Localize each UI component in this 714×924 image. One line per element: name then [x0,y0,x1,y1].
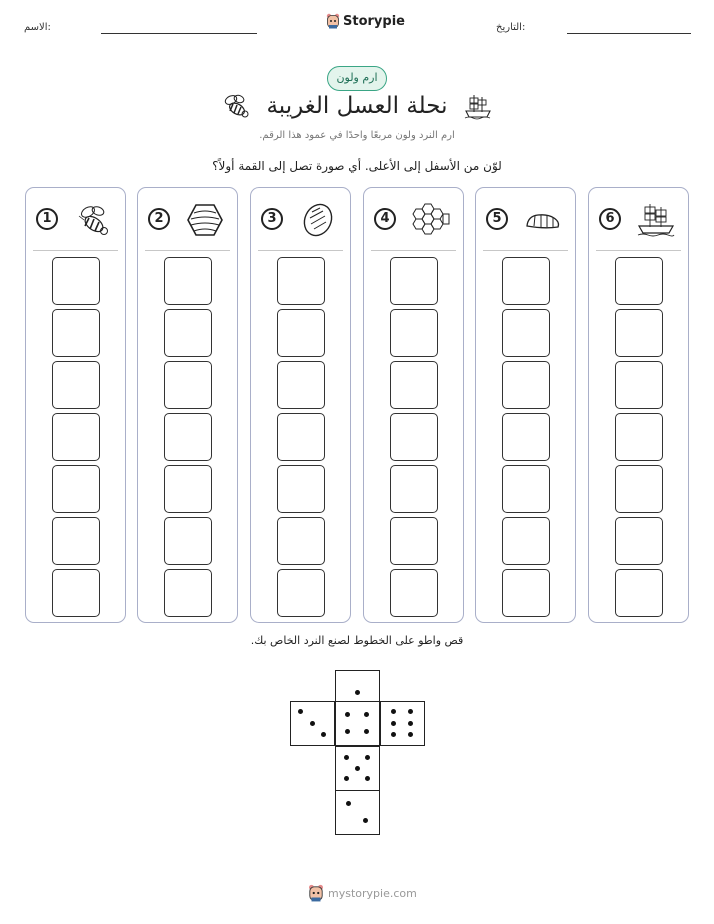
dice-pip [364,729,369,734]
color-box[interactable] [52,413,100,461]
column-divider [596,250,681,251]
color-box[interactable] [164,361,212,409]
ship-icon [464,92,492,120]
dice-pip [408,721,413,726]
dice-pip [363,818,368,823]
dice-pip [391,709,396,714]
color-box[interactable] [615,361,663,409]
dice-pip [345,729,350,734]
name-line[interactable] [101,33,257,34]
column-divider [371,250,456,251]
ship-icon [637,202,675,238]
color-box[interactable] [164,465,212,513]
brand-logo [326,13,405,29]
column-number: 3 [261,208,283,230]
color-box[interactable] [277,309,325,357]
color-box[interactable] [502,413,550,461]
worksheet-title: نحلة العسل الغريبة [266,93,448,119]
dice-pip [344,776,349,781]
color-box[interactable] [277,465,325,513]
dice-pip [346,801,351,806]
color-box[interactable] [390,413,438,461]
color-box[interactable] [615,569,663,617]
column-6 [588,187,689,623]
color-box[interactable] [502,361,550,409]
activity-badge: ارم ولون [327,66,387,91]
dice-pip [355,690,360,695]
date-line[interactable] [567,33,691,34]
color-box[interactable] [164,309,212,357]
color-box[interactable] [502,257,550,305]
color-box[interactable] [390,517,438,565]
column-divider [33,250,118,251]
footer [308,884,417,902]
color-box[interactable] [52,257,100,305]
color-box[interactable] [164,569,212,617]
dice-face-4 [335,701,380,746]
dice-pip [298,709,303,714]
color-box[interactable] [164,517,212,565]
column-divider [258,250,343,251]
cut-instruction: قص واطو على الخطوط لصنع النرد الخاص بك. [250,634,464,647]
color-box[interactable] [164,257,212,305]
color-box[interactable] [615,517,663,565]
dice-pip [391,732,396,737]
color-box[interactable] [52,465,100,513]
color-box[interactable] [502,569,550,617]
column-4 [363,187,464,623]
bread-icon [299,202,337,238]
color-box[interactable] [615,465,663,513]
subtitle: ارم النرد ولون مربعًا واحدًا في عمود هذا الرقم. [259,130,455,141]
instruction: لوّن من الأسفل إلى الأعلى. أي صورة تصل إلى القمة أولاً؟ [212,159,502,173]
column-header [251,188,350,250]
column-3 [250,187,351,623]
name-label: الاسم: [24,22,51,33]
dice-pip [364,712,369,717]
column-number: 4 [374,208,396,230]
color-box[interactable] [615,257,663,305]
color-box[interactable] [277,517,325,565]
dice-pip [365,755,370,760]
color-box[interactable] [390,569,438,617]
column-header [138,188,237,250]
dice-pip [344,755,349,760]
mascot-icon [308,884,324,902]
dice-pip [355,766,360,771]
column-header [476,188,575,250]
grub-icon [524,202,562,238]
dice-pip [365,776,370,781]
column-divider [483,250,568,251]
column-number: 2 [148,208,170,230]
dice-face-2 [335,790,380,835]
color-box[interactable] [502,309,550,357]
column-number: 5 [486,208,508,230]
dice-pip [345,712,350,717]
color-box[interactable] [164,413,212,461]
dice-pip [391,721,396,726]
column-header [26,188,125,250]
color-box[interactable] [52,517,100,565]
column-5 [475,187,576,623]
color-box[interactable] [390,257,438,305]
dice-face-6 [380,701,425,746]
hive-cell-icon [186,202,224,238]
color-box[interactable] [277,413,325,461]
color-box[interactable] [277,361,325,409]
color-box[interactable] [52,569,100,617]
dice-face-5 [335,746,380,791]
color-box[interactable] [390,361,438,409]
color-box[interactable] [52,309,100,357]
column-number: 1 [36,208,58,230]
dice-face-3 [290,701,335,746]
color-box[interactable] [502,517,550,565]
color-box[interactable] [52,361,100,409]
dice-pip [310,721,315,726]
mascot-icon [326,13,340,29]
honeycomb-icon [412,202,450,238]
column-header [364,188,463,250]
dice-pip [408,709,413,714]
column-1 [25,187,126,623]
color-box[interactable] [502,465,550,513]
dice-pip [321,732,326,737]
dice-pip [408,732,413,737]
color-box[interactable] [615,413,663,461]
column-2 [137,187,238,623]
brand-name: Storypie [343,13,405,29]
color-box[interactable] [390,465,438,513]
color-box[interactable] [390,309,438,357]
column-divider [145,250,230,251]
column-number: 6 [599,208,621,230]
footer-url[interactable]: mystorypie.com [328,886,417,900]
color-box[interactable] [277,257,325,305]
column-header [589,188,688,250]
date-label: التاريخ: [496,22,526,33]
color-box[interactable] [615,309,663,357]
color-box[interactable] [277,569,325,617]
bee-icon [74,202,112,238]
